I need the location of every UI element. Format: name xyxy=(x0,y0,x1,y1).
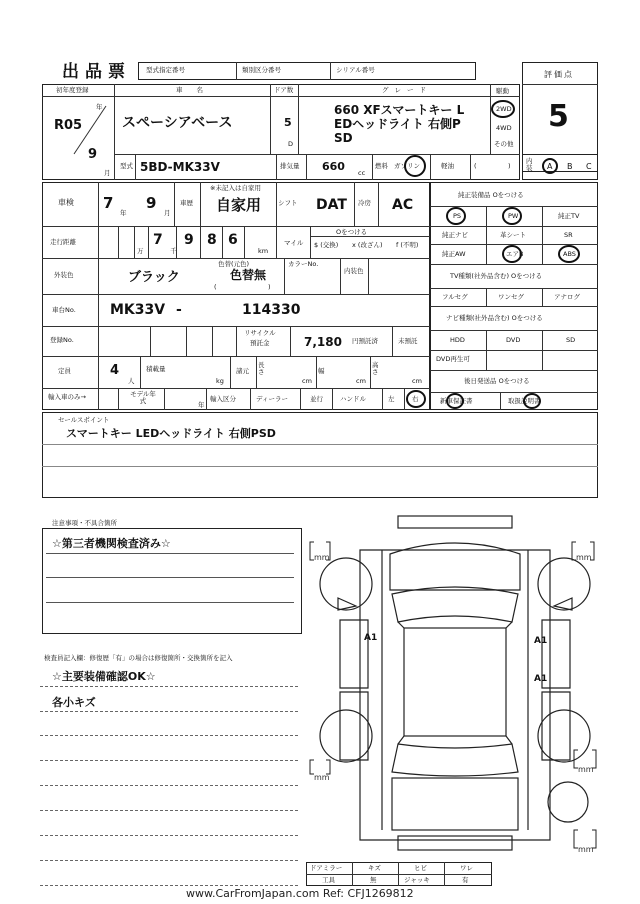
svg-text:mm: mm xyxy=(578,845,594,854)
displacement-value: 660 xyxy=(322,160,345,173)
serial-label: シリアル番号 xyxy=(336,66,375,74)
mileage-digit-5: 8 xyxy=(207,232,217,248)
shift-value: DAT xyxy=(316,197,347,213)
damage-mark-left-door: A1 xyxy=(364,633,378,643)
spec-label: 諸元 xyxy=(236,367,249,375)
chassis-dash: - xyxy=(176,302,182,318)
car-name-label: 車名 xyxy=(176,86,217,94)
mileage-digit-6: 6 xyxy=(228,232,238,248)
mileage-altered: x (改ざん) xyxy=(352,241,383,249)
mileage-km-unit: km xyxy=(258,247,269,255)
model-year-unit: 年 xyxy=(198,401,205,409)
inspection-year-unit: 年 xyxy=(120,209,127,217)
tv-fullseg: フルセグ xyxy=(442,293,468,301)
interior-a-circle xyxy=(542,158,558,174)
header-id-strip xyxy=(138,62,476,80)
equip-ps-circle xyxy=(446,207,466,225)
legend-break: ワレ xyxy=(460,864,473,872)
sales-label: セールスポイント xyxy=(58,416,110,424)
equip-aw: 純正AW xyxy=(442,250,466,258)
equip-ps: PS xyxy=(453,212,462,220)
inspector-label: 検査員記入欄：修復歴「有」の場合は修復箇所・交換箇所を記入 xyxy=(44,654,233,662)
interior-a: A xyxy=(547,162,553,171)
load-unit: kg xyxy=(216,377,224,385)
load-label: 積載量 xyxy=(146,365,166,373)
mileage-man-unit: 万 xyxy=(137,247,144,255)
width-cm: cm xyxy=(356,377,366,385)
legend-tools-value: 無 xyxy=(370,876,377,884)
mileage-exchange: $ (交換) xyxy=(314,241,339,249)
inspection-month-unit: 月 xyxy=(164,209,171,217)
svg-text:mm: mm xyxy=(314,773,330,782)
eval-label: 評価点 xyxy=(544,70,574,79)
notes-label: 注意事項・不具合箇所 xyxy=(52,519,117,527)
capacity-unit: 人 xyxy=(128,377,135,385)
navi-hdd: HDD xyxy=(450,336,465,344)
tv-oneseg: ワンセグ xyxy=(498,293,524,301)
handle-label: ハンドル xyxy=(340,395,366,403)
fuel-diesel: 軽油 xyxy=(441,162,454,170)
mile-label: マイル xyxy=(284,239,304,247)
fuel-gasoline-circle xyxy=(404,155,426,177)
mileage-sen-unit: 千 xyxy=(170,247,177,255)
category-label: 類別区分番号 xyxy=(242,66,281,74)
ac-label: 冷房 xyxy=(358,199,371,207)
equip-tv: 純正TV xyxy=(558,212,580,220)
interior-b: B xyxy=(567,162,573,171)
import-type-label: 輸入区分 xyxy=(210,395,236,403)
doors-suffix: D xyxy=(288,140,294,148)
first-reg-year: R05 xyxy=(54,118,83,133)
cc-unit: cc xyxy=(358,169,366,177)
recycle-label-2: 預託金 xyxy=(250,339,270,347)
model-cert-label: 型式指定番号 xyxy=(146,66,185,74)
capacity-value: 4 xyxy=(110,363,120,378)
inspector-line-2: 各小キズ xyxy=(52,696,96,709)
interior-label: 内装 xyxy=(526,157,533,172)
handle-right: 右 xyxy=(412,395,419,403)
drive-label: 駆動 xyxy=(496,87,509,95)
fuel-gasoline: ガソリン xyxy=(394,162,420,170)
grade-line-3: SD xyxy=(334,131,353,145)
later-manual: 取扱説明書 xyxy=(508,397,541,405)
equip-abs: ABS xyxy=(563,250,576,258)
legend-mirror: ドアミラー xyxy=(310,864,343,872)
page-title: 出品票 xyxy=(62,62,131,82)
later-title: 後日発送品 Oをつける xyxy=(464,377,530,385)
mileage-unknown: f (不明) xyxy=(396,241,419,249)
height-label: 高さ xyxy=(372,361,379,376)
drive-2wd: 2WD xyxy=(496,105,512,113)
doors-label: ドア数 xyxy=(274,86,294,94)
model-year-label: モデル年式 xyxy=(130,390,156,405)
registration-label: 登録No. xyxy=(50,336,74,344)
svg-text:mm: mm xyxy=(576,553,592,562)
interior-color-label: 内装色 xyxy=(344,267,364,275)
import-dealer: ディーラー xyxy=(256,395,288,403)
damage-mark-right-door: A1 xyxy=(534,636,548,646)
damage-mark-right-rear-door: A1 xyxy=(534,674,548,684)
equipment-title: 純正装備品 Oをつける xyxy=(458,191,524,199)
equip-sr: SR xyxy=(564,231,573,239)
inspection-label: 車検 xyxy=(58,198,74,207)
legend-crack: ヒビ xyxy=(414,864,427,872)
chassis-number: 114330 xyxy=(242,302,301,318)
shift-label: シフト xyxy=(278,199,298,207)
chassis-label: 車台No. xyxy=(52,306,76,314)
later-manual-circle xyxy=(523,393,541,409)
mileage-circle-note: Oをつける xyxy=(336,228,368,236)
grade-line-2: EDヘッドライト 右側P xyxy=(334,117,461,131)
equip-abs-circle xyxy=(558,245,580,263)
drive-2wd-circle xyxy=(491,100,515,118)
capacity-label: 定員 xyxy=(58,367,71,375)
equip-navi: 純正ナビ xyxy=(442,231,468,239)
grade-label: グレード xyxy=(382,86,432,94)
car-damage-diagram xyxy=(300,510,620,870)
history-label: 車歴 xyxy=(180,199,193,207)
import-parallel: 並行 xyxy=(310,395,323,403)
car-name-value: スペーシアベース xyxy=(122,115,233,131)
later-warranty: 新車保証書 xyxy=(440,397,473,405)
repaint-value: 色替無 xyxy=(230,268,267,282)
color-label: 外装色 xyxy=(54,271,74,279)
displacement-label: 排気量 xyxy=(280,162,300,170)
details-block xyxy=(42,182,430,410)
recycle-label-1: リサイクル xyxy=(244,329,276,337)
inspection-year: 7 xyxy=(103,194,114,212)
later-warranty-circle xyxy=(446,393,464,409)
model-value: 5BD-MK33V xyxy=(140,160,220,174)
tv-title: TV種類(社外品含む) Oをつける xyxy=(450,272,543,280)
length-cm: cm xyxy=(302,377,312,385)
equip-leather: 革シート xyxy=(500,231,526,239)
month-label: 月 xyxy=(104,169,111,177)
legend-tools: 工具 xyxy=(322,876,335,884)
height-cm: cm xyxy=(412,377,422,385)
repaint-label: 色替(元色) xyxy=(218,260,250,268)
legend-scratch: キズ xyxy=(368,864,381,872)
first-reg-month: 9 xyxy=(88,147,98,162)
navi-dvd: DVD xyxy=(506,336,521,344)
color-value: ブラック xyxy=(128,270,180,285)
sales-point-box xyxy=(42,412,598,498)
mileage-digit-3: 7 xyxy=(153,232,163,248)
length-label: 長さ xyxy=(258,361,265,376)
grade-line-1: 660 XFスマートキー L xyxy=(334,103,465,117)
inspection-month: 9 xyxy=(146,194,157,212)
legend-jack: ジャッキ xyxy=(404,876,430,884)
recycle-unit: 円預託済 xyxy=(352,337,378,345)
drive-4wd: 4WD xyxy=(496,124,512,132)
ac-value: AC xyxy=(392,197,414,213)
year-label: 年 xyxy=(96,103,103,111)
handle-left: 左 xyxy=(388,395,395,403)
equip-airbag-circle xyxy=(502,245,522,263)
history-value: 自家用 xyxy=(216,196,262,214)
drive-other: その他 xyxy=(494,140,514,148)
notes-text: ☆第三者機関検査済み☆ xyxy=(52,537,171,550)
import-label: 輸入車のみ→ xyxy=(48,393,86,401)
handle-right-circle xyxy=(406,390,426,408)
equip-airbag: エアB xyxy=(506,250,524,258)
color-no-label: カラーNo. xyxy=(288,260,319,268)
svg-text:mm: mm xyxy=(578,765,594,774)
navi-sd: SD xyxy=(566,336,576,344)
footer-watermark: www.CarFromJapan.com Ref: CFJ1269812 xyxy=(186,887,414,900)
model-label: 型式 xyxy=(120,162,133,170)
sales-text: スマートキー LEDヘッドライト 右側PSD xyxy=(66,427,276,440)
doors-value: 5 xyxy=(284,116,292,129)
eval-score: 5 xyxy=(548,99,569,134)
history-note: ※未記入は自家用 xyxy=(210,184,261,192)
chassis-prefix: MK33V xyxy=(110,302,166,318)
equip-pw: PW xyxy=(508,212,519,220)
tv-analog: アナログ xyxy=(554,293,580,301)
svg-text:mm: mm xyxy=(314,553,330,562)
width-label: 幅 xyxy=(318,367,325,375)
fuel-label: 燃料 xyxy=(375,162,388,170)
mileage-digit-4: 9 xyxy=(184,232,194,248)
equip-pw-circle xyxy=(502,207,522,225)
inspector-line-1: ☆主要装備確認OK☆ xyxy=(52,670,156,683)
first-reg-label: 初年度登録 xyxy=(56,86,89,94)
recycle-value: 7,180 xyxy=(304,335,342,349)
legend-jack-value: 有 xyxy=(462,876,469,884)
not-deposited: 未預託 xyxy=(398,337,418,345)
mileage-label: 走行距離 xyxy=(50,238,76,246)
navi-title: ナビ種類(社外品含む) Oをつける xyxy=(446,314,543,322)
interior-c: C xyxy=(586,162,592,171)
dvd-playable-label: DVD再生可 xyxy=(436,355,470,363)
